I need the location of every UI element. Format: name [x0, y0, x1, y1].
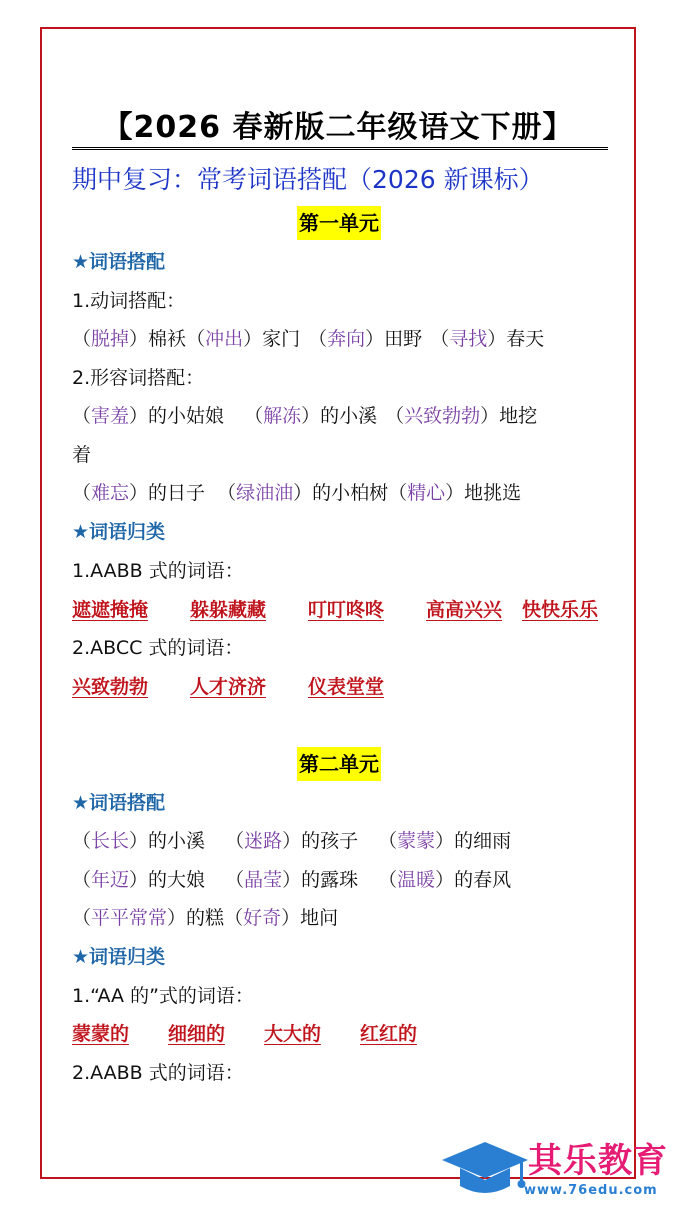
- phrase: （精心）地挑选: [388, 482, 522, 504]
- phrase-tail: 地问: [300, 907, 339, 929]
- phrase: （晶莹）的露珠: [225, 869, 359, 891]
- phrase: （冲出）家门: [186, 328, 301, 350]
- phrase-tail: 的糕: [186, 907, 225, 929]
- phrase-tail: 的春风: [454, 869, 512, 891]
- category-label: 1.动词搭配：: [72, 290, 186, 312]
- phrase-line: [72, 903, 338, 933]
- phrase: （平平常常）的糕: [72, 907, 225, 929]
- phrase-tail: 的细雨: [454, 830, 512, 852]
- phrase-tail: 的大娘: [148, 869, 206, 891]
- section-heading: ★词语搭配: [72, 251, 166, 273]
- fill-word: 脱掉: [91, 328, 130, 350]
- phrase: （脱掉）棉袄: [72, 328, 187, 350]
- category-label: 1.“AA 的”式的词语：: [72, 985, 254, 1007]
- fill-word: 迷路: [244, 830, 283, 852]
- page-subtitle: 期中复习：常考词语搭配（2026 新课标）: [72, 165, 544, 194]
- category-label: 2.AABB 式的词语：: [72, 1062, 244, 1084]
- phrase: （好奇）地问: [224, 907, 339, 929]
- phrase: （蒙蒙）的细雨: [378, 830, 512, 852]
- fill-word: 奔向: [327, 328, 366, 350]
- answer-word: 红红的: [360, 1023, 418, 1045]
- answer-word: 兴致勃勃: [72, 676, 149, 698]
- phrase-line: [72, 478, 521, 508]
- phrase-tail: 田野: [384, 328, 423, 350]
- phrase: （害羞）的小姑娘: [72, 405, 225, 427]
- answer-word: 蒙蒙的: [72, 1023, 130, 1045]
- category-label: 1.AABB 式的词语：: [72, 560, 244, 582]
- phrase: （解冻）的小溪: [244, 405, 378, 427]
- answer-word: 仪表堂堂: [308, 676, 385, 698]
- category-label: 2.形容词搭配：: [72, 367, 205, 389]
- answer-word: 遮遮掩掩: [72, 599, 149, 621]
- phrase: （难忘）的日子: [72, 482, 206, 504]
- section-heading: ★词语归类: [72, 946, 166, 968]
- phrase-tail: 的露珠: [301, 869, 359, 891]
- fill-word: 寻找: [449, 328, 488, 350]
- section-heading: ★词语归类: [72, 521, 166, 543]
- fill-word: 解冻: [263, 405, 302, 427]
- category-label: 2.ABCC 式的词语：: [72, 637, 244, 659]
- answer-word: 躲躲藏藏: [190, 599, 267, 621]
- answer-word: 大大的: [264, 1023, 322, 1045]
- phrase: （长长）的小溪: [72, 830, 206, 852]
- unit-heading-2: 第二单元: [297, 747, 381, 781]
- title-underline: [72, 147, 608, 150]
- section-heading: ★词语搭配: [72, 792, 166, 814]
- phrase: （寻找）春天: [430, 328, 545, 350]
- phrase-line: [72, 324, 544, 354]
- phrase-tail: 春天: [506, 328, 545, 350]
- answer-word: 人才济济: [190, 676, 267, 698]
- fill-word: 长长: [91, 830, 130, 852]
- phrase-tail: 地挖: [499, 405, 538, 427]
- phrase-tail: 的小姑娘: [148, 405, 225, 427]
- fill-word: 害羞: [91, 405, 130, 427]
- fill-word: 冲出: [205, 328, 244, 350]
- phrase-line: [72, 865, 511, 895]
- fill-word: 难忘: [91, 482, 130, 504]
- fill-word: 蒙蒙: [397, 830, 436, 852]
- answer-word: 细细的: [168, 1023, 226, 1045]
- fill-word: 晶莹: [244, 869, 283, 891]
- phrase-tail: 的小柏树: [312, 482, 389, 504]
- answer-word: 叮叮咚咚: [308, 599, 385, 621]
- page-title: 【2026 春新版二年级语文下册】: [102, 110, 574, 145]
- unit-heading-1: 第一单元: [297, 206, 381, 240]
- fill-word: 兴致勃勃: [404, 405, 481, 427]
- phrase-tail: 棉袄: [148, 328, 187, 350]
- fill-word: 好奇: [243, 907, 282, 929]
- logo-url: www.76edu.com: [524, 1183, 658, 1198]
- phrase: （迷路）的孩子: [225, 830, 359, 852]
- logo-name: 其乐教育: [528, 1141, 668, 1181]
- phrase: （绿油油）的小柏树: [217, 482, 389, 504]
- fill-word: 精心: [407, 482, 446, 504]
- phrase-line: [72, 401, 537, 431]
- phrase-tail: 的日子: [148, 482, 206, 504]
- phrase-tail: 的小溪: [148, 830, 206, 852]
- phrase-line: [72, 826, 511, 856]
- phrase: （奔向）田野: [308, 328, 423, 350]
- phrase: （兴致勃勃）地挖: [385, 405, 538, 427]
- phrase-tail: 的孩子: [301, 830, 359, 852]
- answer-word: 高高兴兴: [426, 599, 503, 621]
- phrase: （年迈）的大娘: [72, 869, 206, 891]
- phrase-tail: 家门: [262, 328, 301, 350]
- phrase-tail: 地挑选: [464, 482, 522, 504]
- answer-word: 快快乐乐: [522, 599, 599, 621]
- phrase-wrap: 着: [72, 444, 92, 466]
- phrase-tail: 的小溪: [320, 405, 378, 427]
- phrase: （温暖）的春风: [378, 869, 512, 891]
- fill-word: 温暖: [397, 869, 436, 891]
- graduation-cap-icon: [440, 1138, 530, 1204]
- fill-word: 年迈: [91, 869, 130, 891]
- fill-word: 绿油油: [236, 482, 294, 504]
- fill-word: 平平常常: [91, 907, 168, 929]
